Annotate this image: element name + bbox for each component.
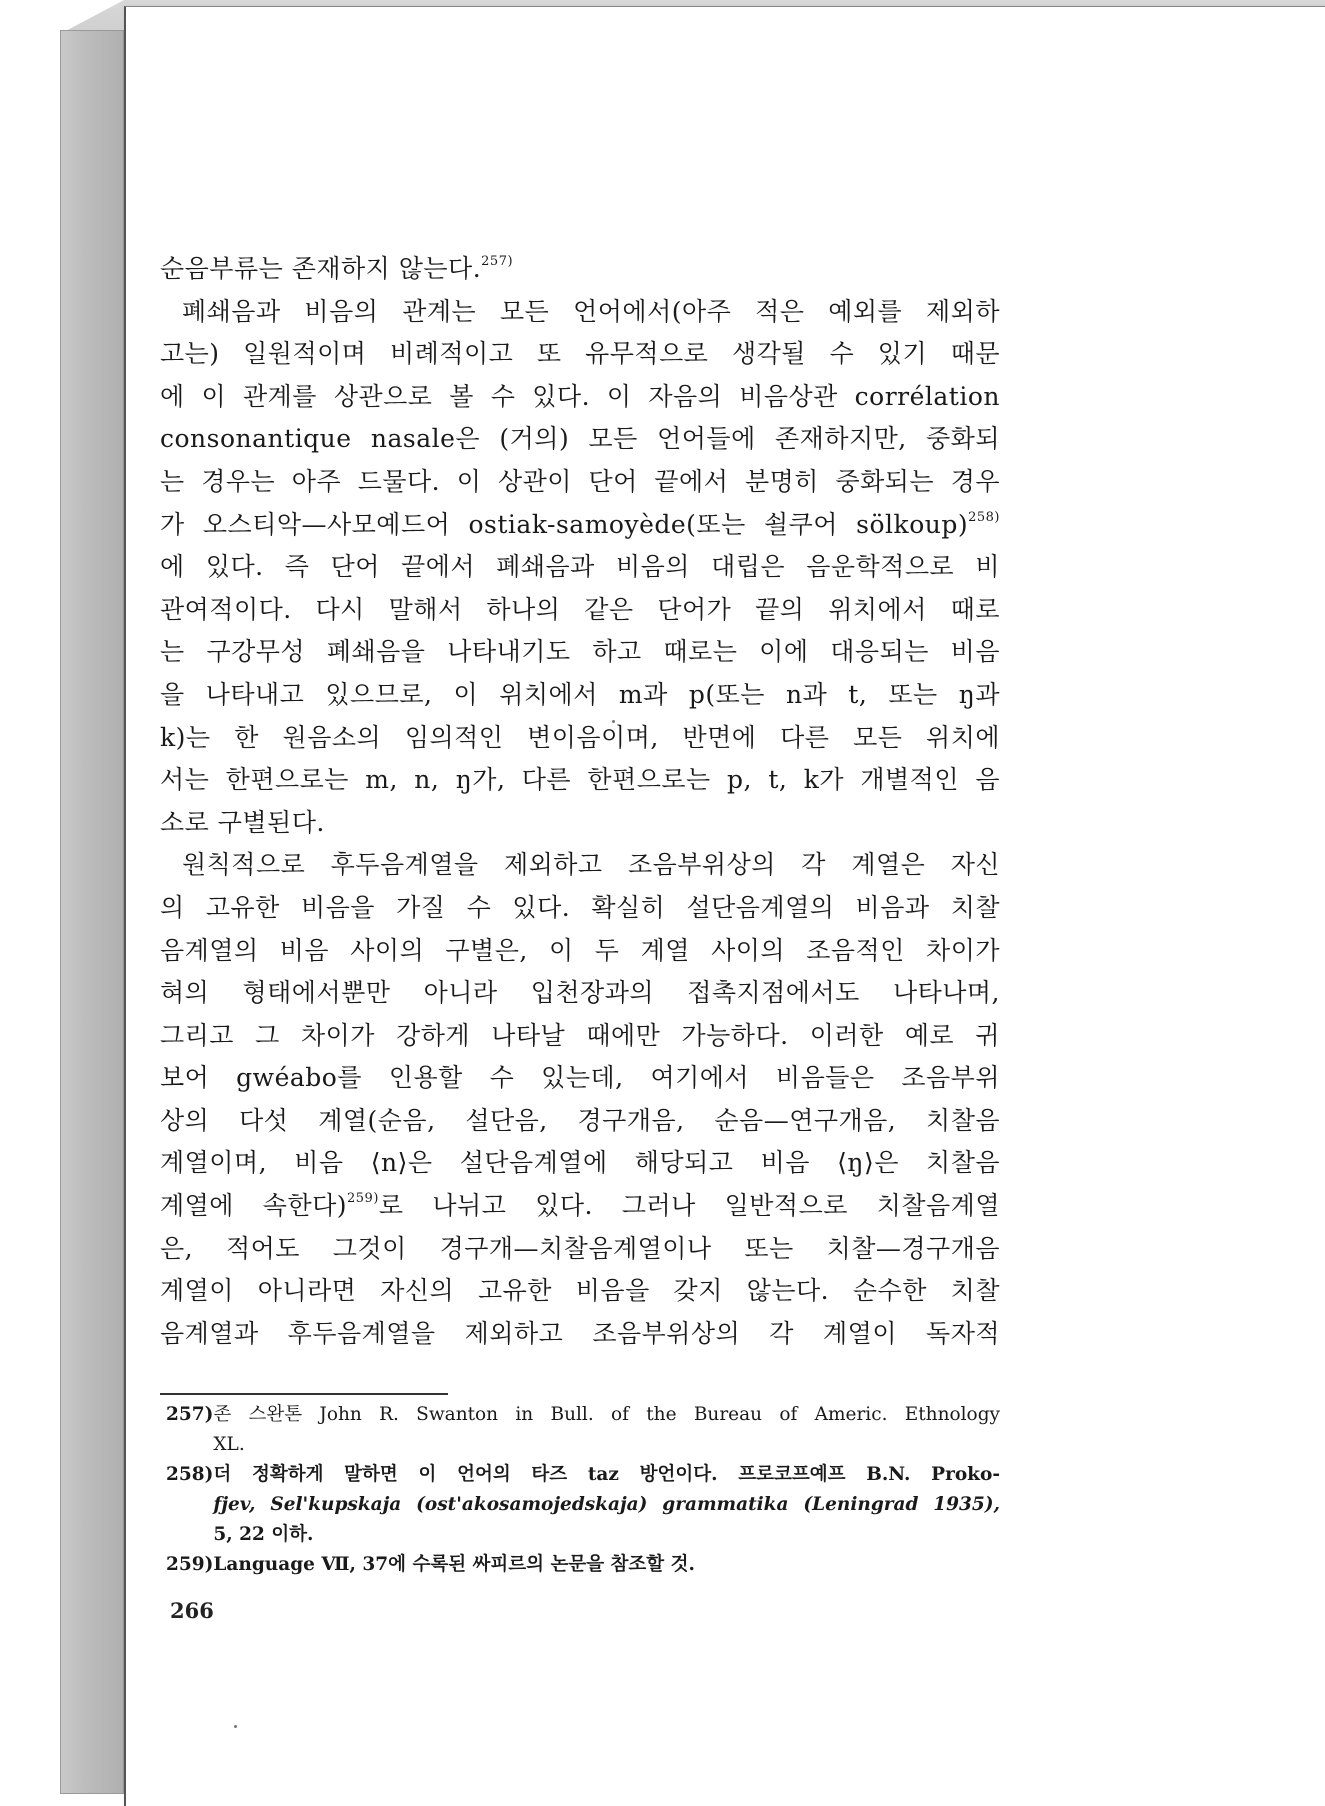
footnote-line: 더 정확하게 말하면 이 언어의 타즈 taz 방언이다. 프로코프예프 B.N. Proko- [213, 1464, 1000, 1485]
body-line [160, 248, 1000, 291]
body-line: 계열이며, 비음 ⟨n⟩은 설단음계열에 해당되고 비음 ⟨ŋ⟩은 치찰음 [160, 1148, 1000, 1178]
body-line: 계열이 아니라면 자신의 고유한 비음을 갖지 않는다. 순수한 치찰 [160, 1276, 1000, 1306]
body-line: consonantique nasale은 (거의) 모든 언어들에 존재하지만, 중화되 [160, 424, 1000, 454]
footnote-text [213, 1460, 1000, 1550]
footnote-line: XL. [213, 1434, 245, 1455]
body-line: 의 고유한 비음을 가질 수 있다. 확실히 설단음계열의 비음과 치찰 [160, 892, 1000, 922]
body-line: k)는 한 원음소의 임의적인 변이음이며, 반면에 다른 모든 위치에 [160, 722, 1000, 752]
footnote-259 [166, 1550, 1000, 1580]
body-line-text: 계열에 속한다) [160, 1191, 348, 1221]
body-line: 폐쇄음과 비음의 관계는 모든 언어에서(아주 적은 예외를 제외하 [182, 296, 1000, 326]
body-line: 는 구강무성 폐쇄음을 나타내기도 하고 때로는 이에 대응되는 비음 [160, 637, 1000, 667]
footnote-257 [166, 1400, 1000, 1460]
body-line: 보어 gwéabo를 인용할 수 있는데, 여기에서 비음들은 조음부위 [160, 1063, 1000, 1093]
page-body [160, 248, 1000, 1355]
footnote-separator [160, 1393, 448, 1395]
body-line [160, 1185, 1000, 1228]
book-spine [60, 30, 124, 1794]
footnotes [166, 1400, 1000, 1580]
body-line: 원칙적으로 후두음계열을 제외하고 조음부위상의 각 계열은 자신 [182, 850, 1000, 880]
footnote-text [213, 1550, 1000, 1580]
footnote-line: fjev, Sel'kupskaja (ost'akosamojedskaja) grammatika (Leningrad 1935), [213, 1494, 1000, 1515]
body-line: 음계열과 후두음계열을 제외하고 조음부위상의 각 계열이 독자적 [160, 1318, 1000, 1348]
body-line: 서는 한편으로는 m, n, ŋ가, 다른 한편으로는 p, t, k가 개별적인 음 [160, 765, 1000, 795]
body-line: 음계열의 비음 사이의 구별은, 이 두 계열 사이의 조음적인 차이가 [160, 935, 1000, 965]
body-line: 는 경우는 아주 드물다. 이 상관이 단어 끝에서 분명히 중화되는 경우 [160, 466, 1000, 496]
footnote-ref-258: 258) [968, 509, 1000, 525]
footnote-line: 5, 22 이하. [213, 1524, 314, 1545]
footnote-ref-257: 257) [481, 254, 514, 269]
footnote-ref-259: 259) [347, 1191, 379, 1207]
page-speck [234, 1725, 237, 1728]
body-line: 그리고 그 차이가 강하게 나타날 때에만 가능하다. 이러한 예로 귀 [160, 1020, 1000, 1050]
footnote-258 [166, 1460, 1000, 1550]
footnote-number: 259) [166, 1554, 214, 1575]
footnote-line: 존 스완톤 John R. Swanton in Bull. of the Bureau of Americ. Ethnology [213, 1404, 1000, 1425]
body-line: 고는) 일원적이며 비례적이고 또 유무적으로 생각될 수 있기 때문 [160, 339, 1000, 369]
footnote-number: 257) [166, 1404, 214, 1425]
body-line: 관여적이다. 다시 말해서 하나의 같은 단어가 끝의 위치에서 때로 [160, 594, 1000, 624]
body-line: 소로 구별된다. [160, 807, 325, 837]
body-line-text: 순음부류는 존재하지 않는다. [160, 254, 482, 283]
footnote-number: 258) [166, 1464, 214, 1485]
body-line: 은, 적어도 그것이 경구개—치찰음계열이나 또는 치찰—경구개음 [160, 1233, 1000, 1263]
body-line-text: 로 나뉘고 있다. 그러나 일반적으로 치찰음계열 [378, 1191, 1000, 1221]
body-line: 을 나타내고 있으므로, 이 위치에서 m과 p(또는 n과 t, 또는 ŋ과 [160, 679, 1000, 709]
body-line: 혀의 형태에서뿐만 아니라 입천장과의 접촉지점에서도 나타나며, [160, 978, 1000, 1008]
page-number: 266 [170, 1598, 214, 1623]
body-line: 상의 다섯 계열(순음, 설단음, 경구개음, 순음—연구개음, 치찰음 [160, 1105, 1000, 1135]
body-line: 에 이 관계를 상관으로 볼 수 있다. 이 자음의 비음상관 corrélation [160, 381, 1000, 411]
body-line: 에 있다. 즉 단어 끝에서 폐쇄음과 비음의 대립은 음운학적으로 비 [160, 552, 1000, 582]
body-line-text: 가 오스티악—사모예드어 ostiak-samoyède(또는 쇨쿠어 sölkoup) [160, 509, 969, 539]
body-text [160, 248, 1000, 1355]
footnote-line: Language Ⅶ, 37에 수록된 싸피르의 논문을 참조할 것. [213, 1554, 695, 1575]
footnote-text [213, 1400, 1000, 1460]
body-line [160, 504, 1000, 547]
